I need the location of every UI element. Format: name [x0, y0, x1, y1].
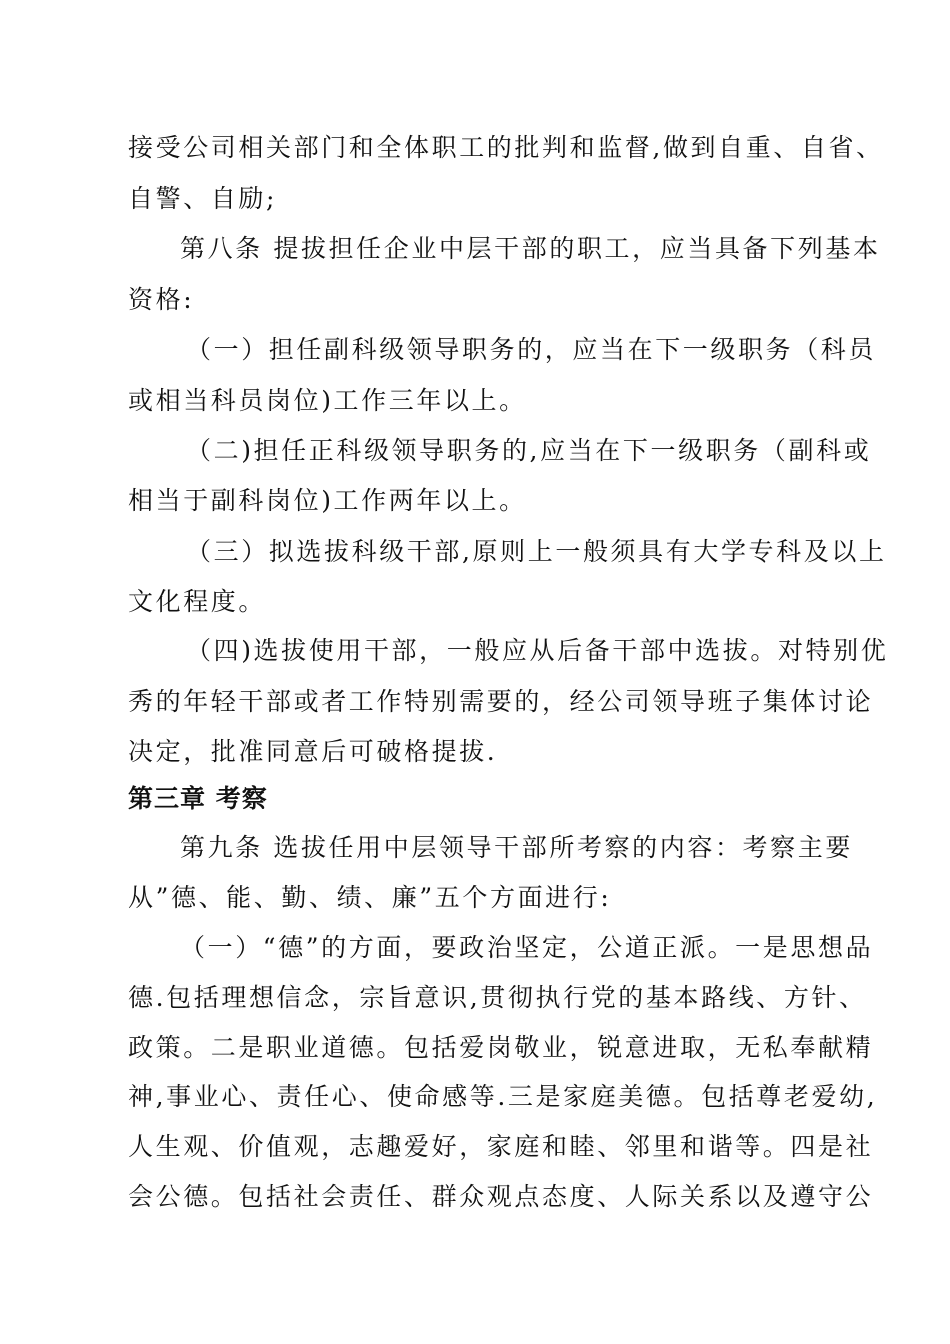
- list-item-1: （一）担任副科级领导职务的，应当在下一级职务（科员: [186, 335, 877, 364]
- body-text-line: 或相当科员岗位)工作三年以上。: [128, 386, 527, 415]
- list-item-2: （二)担任正科级领导职务的,应当在下一级职务（副科或: [186, 436, 872, 465]
- body-text-line: 会公德。包括社会责任、群众观点态度、人际关系以及遵守公: [128, 1182, 874, 1211]
- body-text-line: 相当于副科岗位)工作两年以上。: [128, 486, 527, 515]
- body-text-line: 接受公司相关部门和全体职工的批判和监督,做到自重、自省、: [128, 133, 884, 162]
- chapter-heading: 第三章 考察: [128, 784, 268, 813]
- body-text-line: 从”德、能、勤、绩、廉”五个方面进行:: [128, 883, 612, 912]
- article-9-heading-line: 第九条 选拔任用中层领导干部所考察的内容：考察主要: [180, 833, 853, 862]
- list-item-3: （三）拟选拔科级干部,原则上一般须具有大学专科及以上: [186, 537, 887, 566]
- body-text-line: 德.包括理想信念，宗旨意识,贯彻执行党的基本路线、方针、: [128, 983, 867, 1012]
- body-text-line: 秀的年轻干部或者工作特别需要的，经公司领导班子集体讨论: [128, 687, 874, 716]
- body-text-line: 人生观、价值观，志趣爱好，家庭和睦、邻里和谐等。四是社: [128, 1132, 874, 1161]
- body-text-line: 资格:: [128, 285, 195, 314]
- body-text-line: 自警、自励;: [128, 184, 278, 213]
- body-text-line: 政策。二是职业道德。包括爱岗敬业，锐意进取，无私奉献精: [128, 1033, 874, 1062]
- body-text-line: 神,事业心、责任心、使命感等.三是家庭美德。包括尊老爱幼,: [128, 1082, 878, 1111]
- list-item-4: （四)选拔使用干部，一般应从后备干部中选拔。对特别优: [186, 636, 889, 665]
- body-text-line: 文化程度。: [128, 587, 267, 616]
- article-8-heading-line: 第八条 提拔担任企业中层干部的职工，应当具备下列基本: [180, 234, 881, 263]
- body-text-line: 决定，批准同意后可破格提拔.: [128, 737, 498, 766]
- list-item-virtue: （一）“德”的方面，要政治坚定，公道正派。一是思想品: [180, 933, 874, 962]
